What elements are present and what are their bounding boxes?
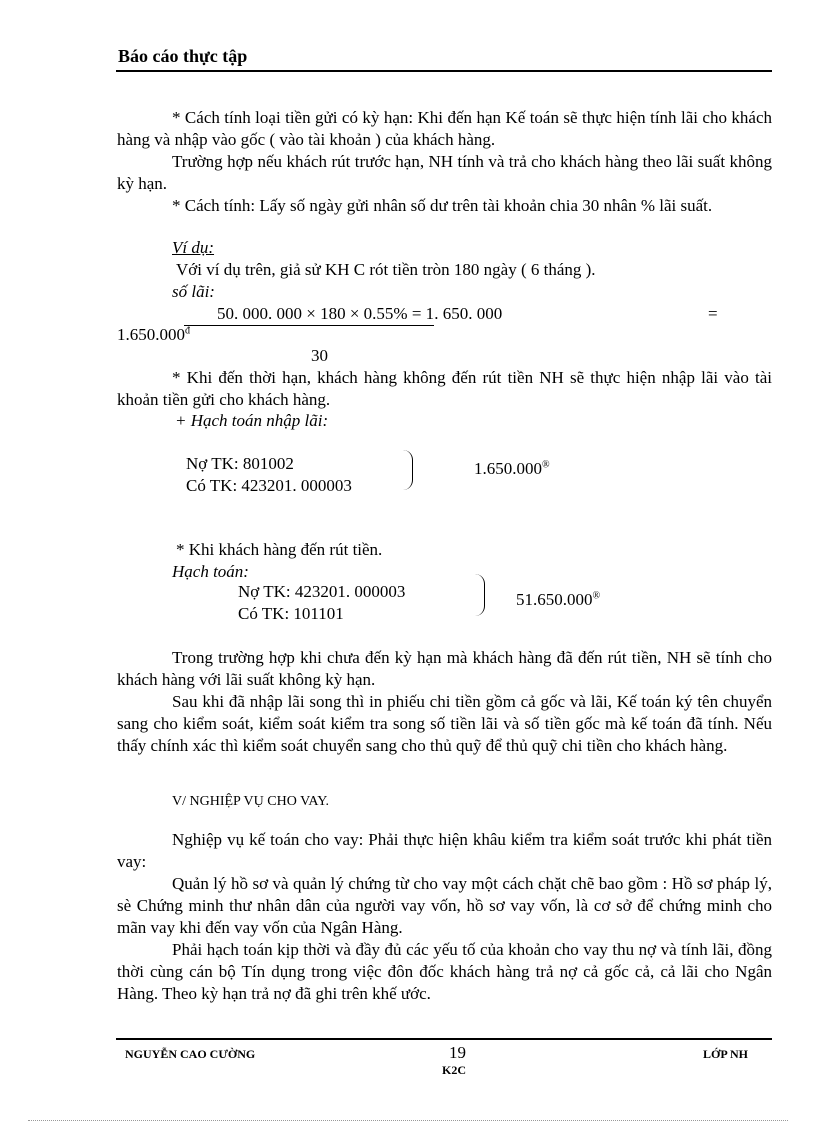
- paragraph-accounting: Phải hạch toán kịp thời và đầy đủ các yếu tố của khoản cho vay thu nợ và tính lãi, đồng thời cùng cán bộ Tín dụng trong việc đôn đốc khách hàng trả nợ cả gốc cả, cả lãi cho Ngân Hàng. Theo kỳ hạn trả nợ đã ghi trên khế ước.: [117, 940, 772, 1003]
- paragraph-block-4: [117, 829, 772, 1005]
- withdraw-debit: Nợ TK: 423201. 000003: [238, 582, 406, 601]
- paragraph-lending-ops: Nghiệp vụ kế toán cho vay: Phải thực hiện khâu kiểm tra kiểm soát trước khi phát tiền vay:: [117, 830, 772, 871]
- paragraph-before-term: Trong trường hợp khi chưa đến kỳ hạn mà khách hàng đã đến rút tiền, NH sẽ tính cho khách hàng với lãi suất không kỳ hạn.: [117, 648, 772, 689]
- withdraw-label: Hạch toán:: [172, 562, 249, 581]
- section-heading-lending: V/ NGHIỆP VỤ CHO VAY.: [172, 794, 330, 809]
- example-text: Với ví dụ trên, giả sử KH C rót tiền tròn 180 ngày ( 6 tháng ).: [176, 260, 596, 279]
- entry1-debit: Nợ TK: 801002: [186, 454, 294, 473]
- withdraw-amount-value: 51.650.000: [516, 590, 593, 609]
- paragraph-block-2: [117, 367, 772, 411]
- paragraph-block-3: [117, 647, 772, 757]
- example-heading: Ví dụ:: [172, 238, 215, 257]
- entry1-brace: [402, 450, 413, 490]
- entry1-amount-value: 1.650.000: [474, 459, 542, 478]
- footer-class: LỚP NH: [703, 1047, 749, 1061]
- interest-formula: [184, 304, 502, 326]
- paragraph-block-1: [117, 107, 772, 217]
- paragraph-deposit-calc: * Cách tính loại tiền gửi có kỳ hạn: Khi đến hạn Kế toán sẽ thực hiện tính lãi cho khách hàng và nhập vào gốc ( vào tài khoản ) của khách hàng.: [117, 108, 772, 149]
- footer-course: K2C: [442, 1063, 466, 1077]
- formula-result: [117, 325, 190, 345]
- withdraw-credit: Có TK: 101101: [238, 604, 344, 623]
- withdraw-brace: [474, 574, 485, 616]
- formula-result-unit: đ: [185, 325, 190, 337]
- paragraph-records: Quản lý hồ sơ và quản lý chứng từ cho vay một cách chặt chẽ bao gồm : Hồ sơ pháp lý, sè Chứng minh thư nhân dân của người vay vốn, hồ sơ vay vốn, là cơ sở để chứng minh cho mãn vay khi đến vay vốn của Ngân Hàng.: [117, 874, 772, 937]
- paragraph-term-end: * Khi đến thời hạn, khách hàng không đến rút tiền NH sẽ thực hiện nhập lãi vào tài khoản tiền gửi cho khách hàng.: [117, 368, 772, 409]
- footer-rule: [116, 1038, 772, 1040]
- footer-page-number: 19: [449, 1043, 466, 1062]
- header-rule: [116, 70, 772, 72]
- footer-author: NGUYỄN CAO CƯỜNG: [125, 1047, 256, 1061]
- formula-equals: =: [708, 304, 718, 323]
- formula-tail: . 650. 000: [434, 304, 503, 323]
- page-bottom-dotted-line: [28, 1120, 788, 1121]
- formula-result-value: 1.650.000: [117, 325, 185, 344]
- paragraph-early-withdraw: Trường hợp nếu khách rút trước hạn, NH tính và trả cho khách hàng theo lãi suất không kỳ hạn.: [117, 152, 772, 193]
- formula-denominator: 30: [311, 346, 328, 365]
- paragraph-calc-method: * Cách tính: Lấy số ngày gửi nhân số dư trên tài khoản chia 30 nhân % lãi suất.: [172, 196, 713, 215]
- entry1-label: + Hạch toán nhập lãi:: [175, 411, 329, 430]
- paragraph-payment-slip: Sau khi đã nhập lãi song thì in phiếu chi tiền gồm cả gốc và lãi, Kế toán ký tên chuyển sang cho kiểm soát, kiểm soát kiểm tra song số tiền lãi và số tiền gốc mà kế toán đã tính. Nếu thấy chính xác thì kiểm soát chuyển sang cho thủ quỹ để thủ quỹ chi tiền cho khách hàng.: [117, 692, 772, 755]
- interest-label: số lãi:: [172, 282, 215, 301]
- withdraw-amount-unit: ®: [592, 590, 601, 602]
- entry1-credit: Có TK: 423201. 000003: [186, 476, 352, 495]
- entry1-amount: [474, 459, 550, 479]
- header-title: Báo cáo thực tập: [118, 46, 248, 66]
- withdraw-amount: [516, 590, 600, 610]
- entry1-amount-unit: ®: [542, 459, 550, 471]
- formula-numerator: 50. 000. 000 × 180 × 0.55% = 1: [184, 304, 434, 326]
- withdraw-text: * Khi khách hàng đến rút tiền.: [176, 540, 383, 559]
